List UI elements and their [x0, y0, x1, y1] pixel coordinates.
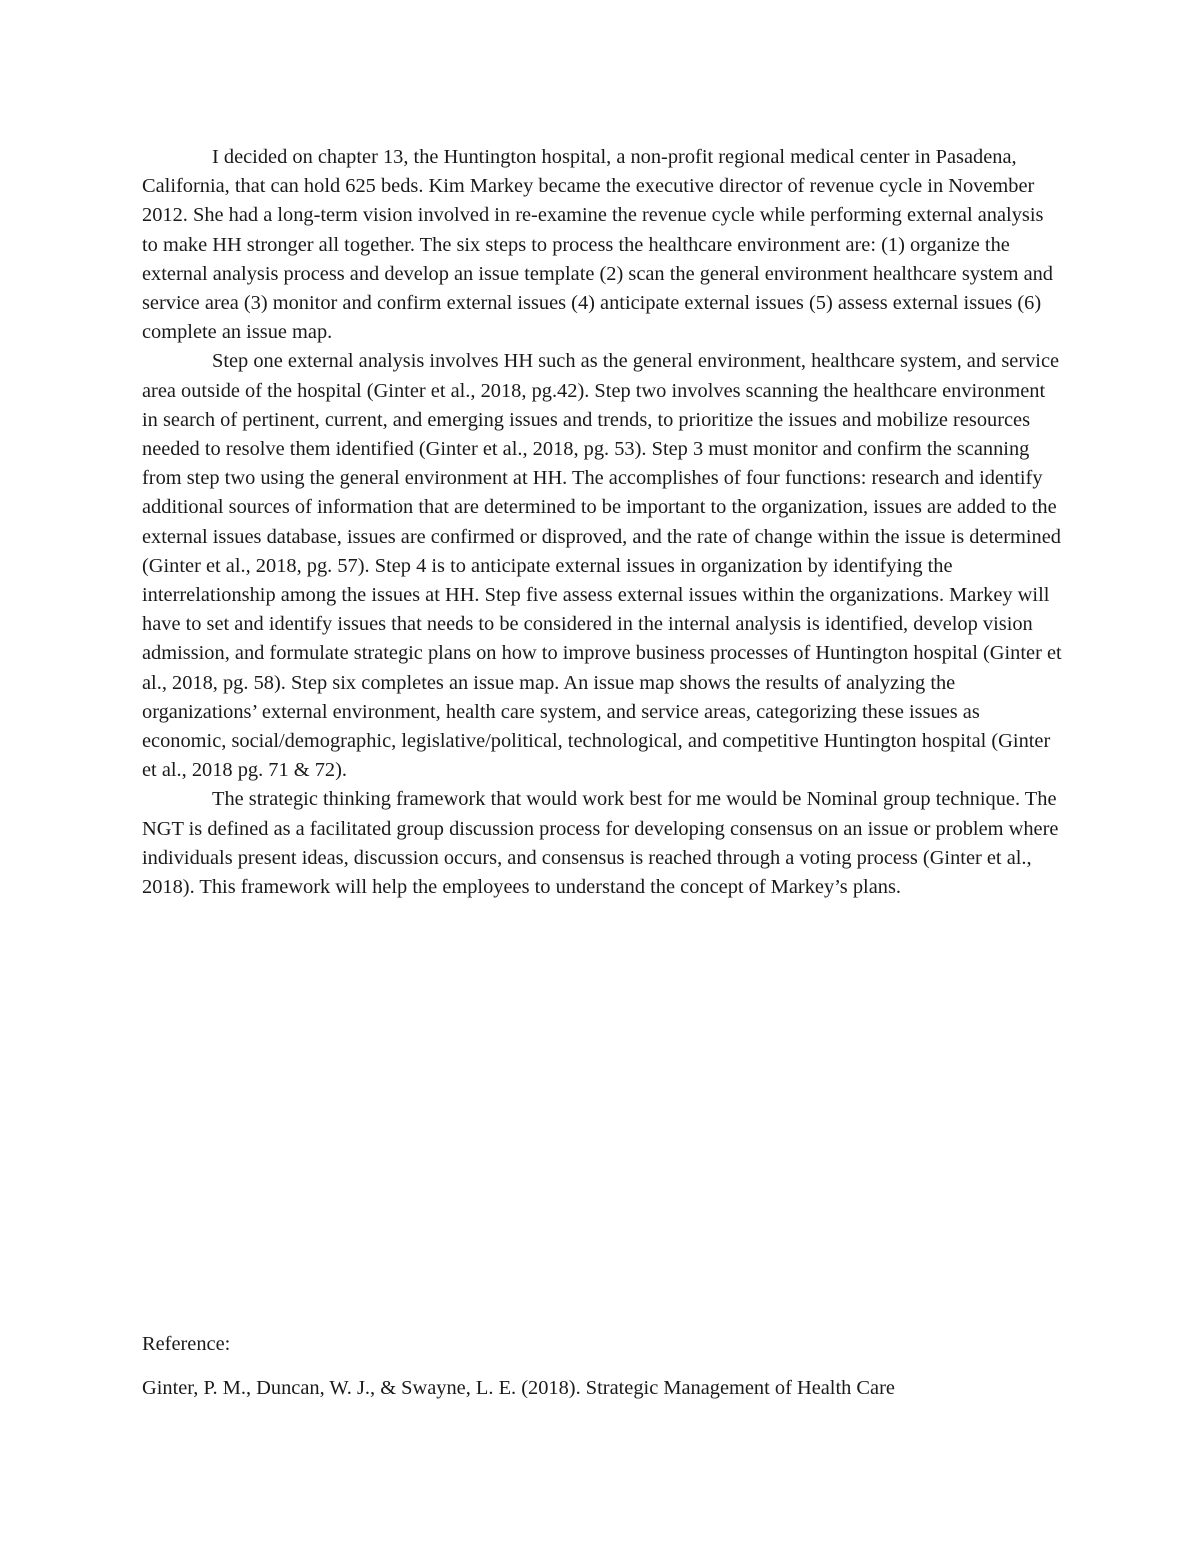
reference-heading: Reference: — [142, 1333, 231, 1355]
reference-entry: Ginter, P. M., Duncan, W. J., & Swayne, L. E. (2018). Strategic Management of Health Care — [142, 1377, 895, 1399]
paragraph-intro: I decided on chapter 13, the Huntington hospital, a non-profit regional medical center in Pasadena, California, that can hold 625 beds. Kim Markey became the executive director of revenue cycle in November 2012. She had a long-term vision involved in re-examine the revenue cycle while performing external analysis to make HH stronger all together. The six steps to process the healthcare environment are: (1) organize the external analysis process and develop an issue template (2) scan the general environment healthcare system and service area (3) monitor and confirm external issues (4) anticipate external issues (5) assess external issues (6) complete an issue map. — [142, 146, 1054, 344]
paragraph-steps: Step one external analysis involves HH such as the general environment, healthcare system, and service area outside of the hospital (Ginter et al., 2018, pg.42). Step two involves scanning the healthcare environment in search of pertinent, current, and emerging issues and trends, to prioritize the issues and mobilize resources needed to resolve them identified (Ginter et al., 2018, pg. 53). Step 3 must monitor and confirm the scanning from step two using the general environment at HH. The accomplishes of four functions: research and identify additional sources of information that are determined to be important to the organization, issues are added to the external issues database, issues are confirmed or disproved, and the rate of change within the issue is determined (Ginter et al., 2018, pg. 57). Step 4 is to anticipate external issues in organization by identifying the interrelationship among the issues at HH. Step five assess external issues within the organizations. Markey will have to set and identify issues that needs to be considered in the internal analysis is identified, develop vision admission, and formulate strategic plans on how to improve business processes of Huntington hospital (Ginter et al., 2018, pg. 58). Step six completes an issue map. An issue map shows the results of analyzing the organizations’ external environment, health care system, and service areas, categorizing these issues as economic, social/demographic, legislative/political, technological, and competitive Huntington hospital (Ginter et al., 2018 pg. 71 & 72). — [142, 350, 1062, 782]
document-body — [142, 143, 1064, 902]
paragraph-framework: The strategic thinking framework that would work best for me would be Nominal group technique. The NGT is defined as a facilitated group discussion process for developing consensus on an issue or problem where individuals present ideas, discussion occurs, and consensus is reached through a voting process (Ginter et al., 2018). This framework will help the employees to understand the concept of Markey’s plans. — [142, 788, 1059, 899]
